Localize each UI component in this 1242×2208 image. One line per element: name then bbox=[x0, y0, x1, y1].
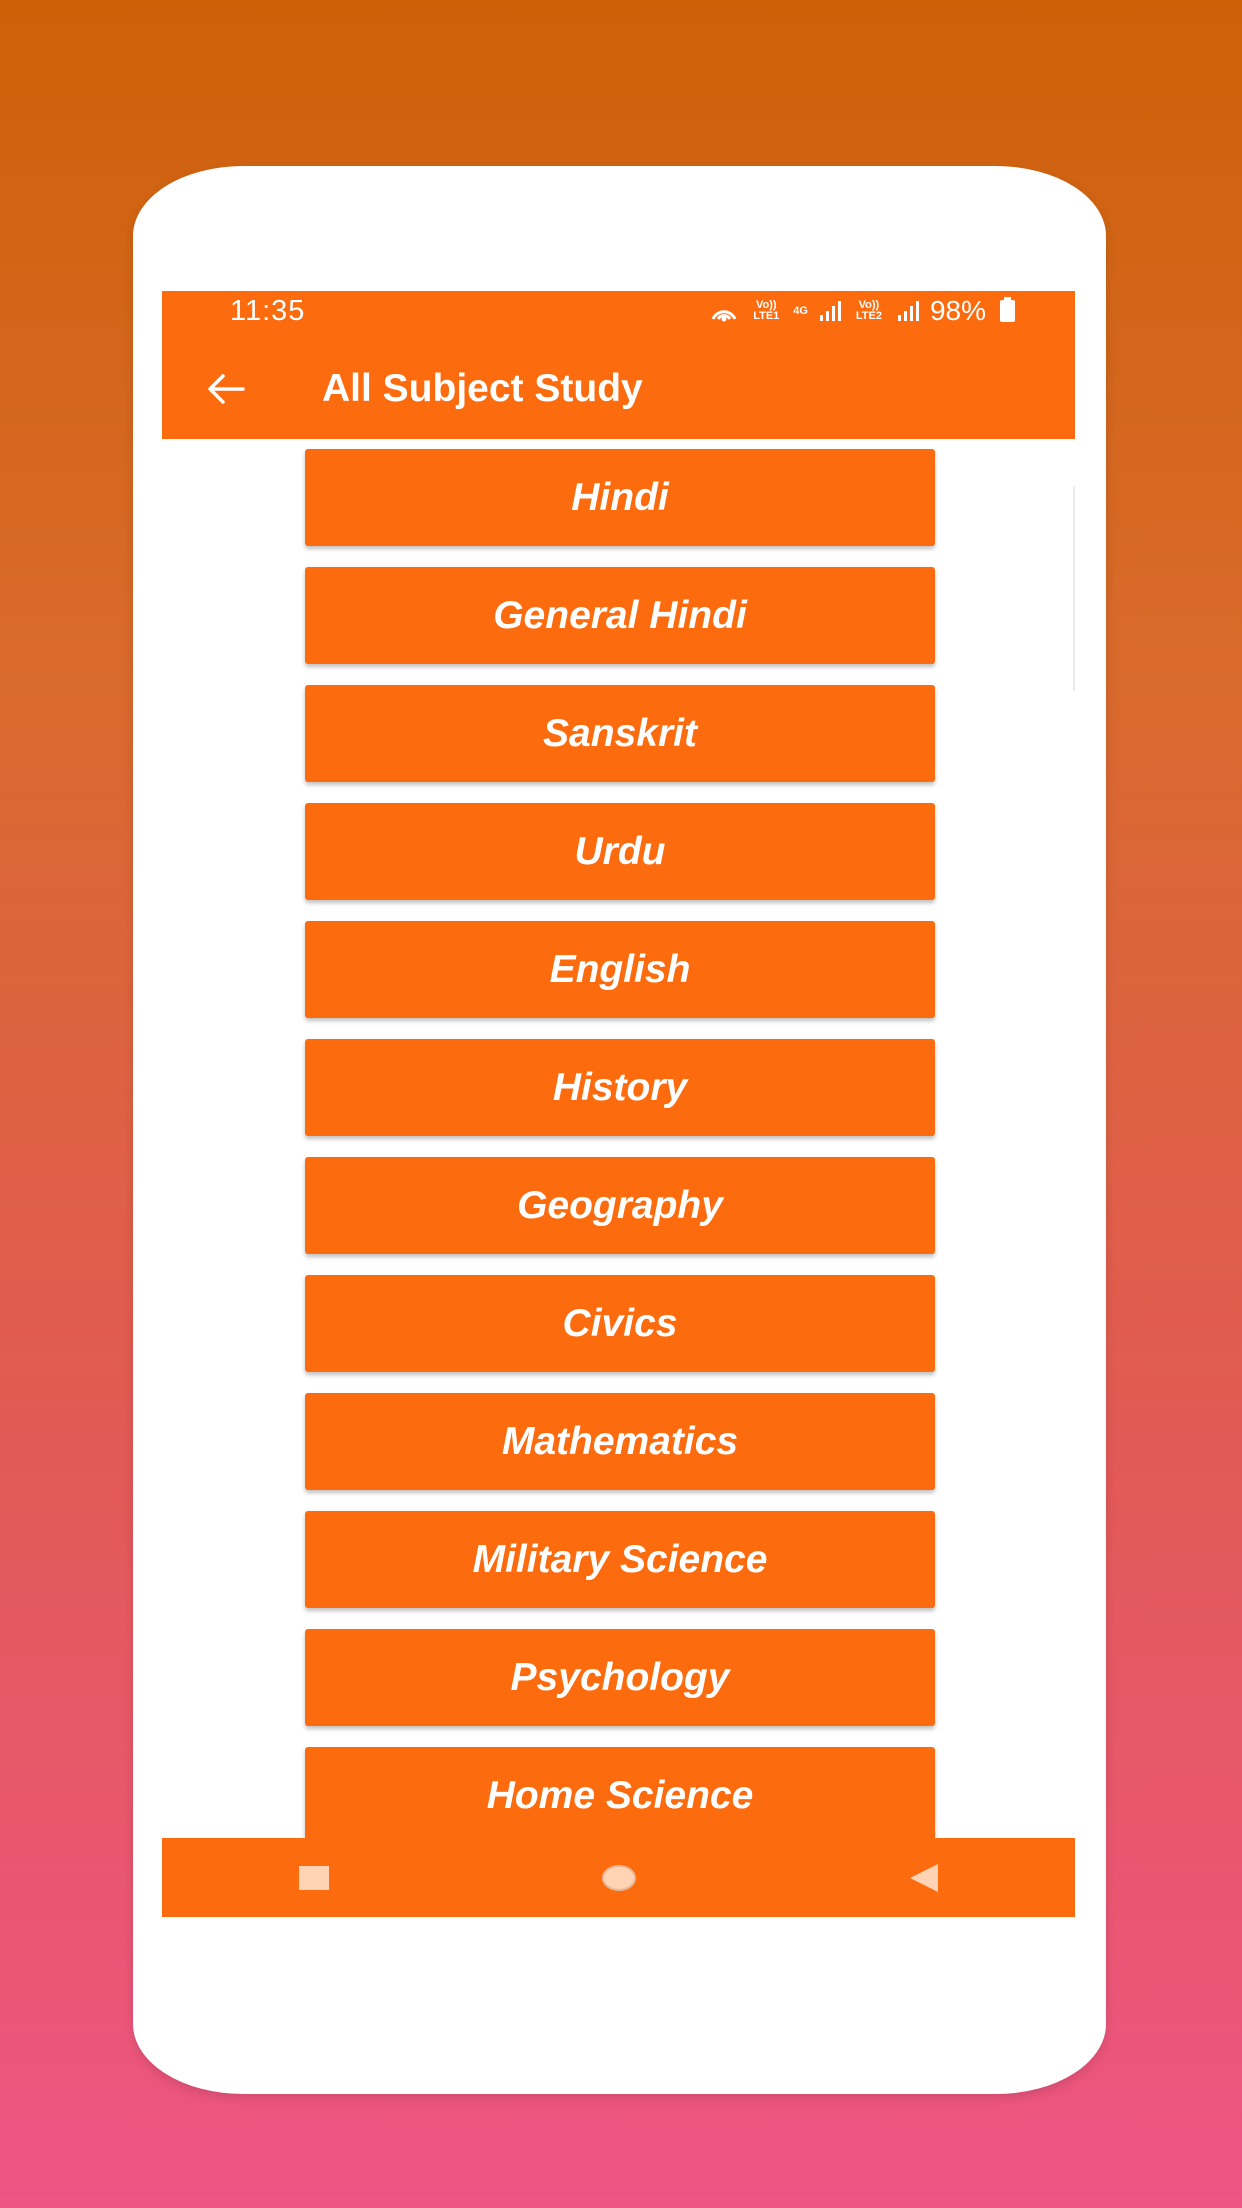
subject-button-psychology[interactable]: Psychology bbox=[305, 1629, 935, 1726]
subject-button-urdu[interactable]: Urdu bbox=[305, 803, 935, 900]
battery-icon bbox=[1000, 300, 1015, 322]
scrollbar[interactable] bbox=[1073, 486, 1075, 691]
app-screen bbox=[162, 291, 1075, 1917]
recents-square-icon[interactable] bbox=[299, 1866, 329, 1890]
subject-button-history[interactable]: History bbox=[305, 1039, 935, 1136]
subject-button-sanskrit[interactable]: Sanskrit bbox=[305, 685, 935, 782]
battery-percent: 98% bbox=[929, 295, 986, 326]
back-button[interactable] bbox=[196, 359, 256, 419]
signal-icon-2 bbox=[896, 300, 920, 322]
back-triangle-icon[interactable] bbox=[910, 1864, 938, 1892]
nav-bar bbox=[162, 1838, 1075, 1917]
status-bar bbox=[162, 291, 1075, 331]
volte1-label: Vo)) LTE1 bbox=[753, 299, 780, 322]
signal-icon-1 bbox=[818, 300, 842, 322]
network-label: 4G bbox=[793, 304, 808, 317]
subject-button-geography[interactable]: Geography bbox=[305, 1157, 935, 1254]
subject-button-mathematics[interactable]: Mathematics bbox=[305, 1393, 935, 1490]
subject-button-hindi[interactable]: Hindi bbox=[305, 449, 935, 546]
volte2-label: Vo)) LTE2 bbox=[855, 299, 882, 322]
page-title: All Subject Study bbox=[322, 367, 643, 410]
subject-button-military-science[interactable]: Military Science bbox=[305, 1511, 935, 1608]
arrow-left-icon bbox=[207, 373, 245, 405]
subject-button-civics[interactable]: Civics bbox=[305, 1275, 935, 1372]
status-icons bbox=[709, 295, 1015, 327]
subject-button-home-science[interactable]: Home Science bbox=[305, 1747, 935, 1844]
hotspot-icon bbox=[709, 299, 739, 323]
toolbar bbox=[162, 351, 1075, 427]
subject-button-english[interactable]: English bbox=[305, 921, 935, 1018]
subject-button-general-hindi[interactable]: General Hindi bbox=[305, 567, 935, 664]
app-bar bbox=[162, 291, 1075, 439]
home-circle-icon[interactable] bbox=[602, 1865, 636, 1891]
status-time: 11:35 bbox=[230, 295, 306, 327]
